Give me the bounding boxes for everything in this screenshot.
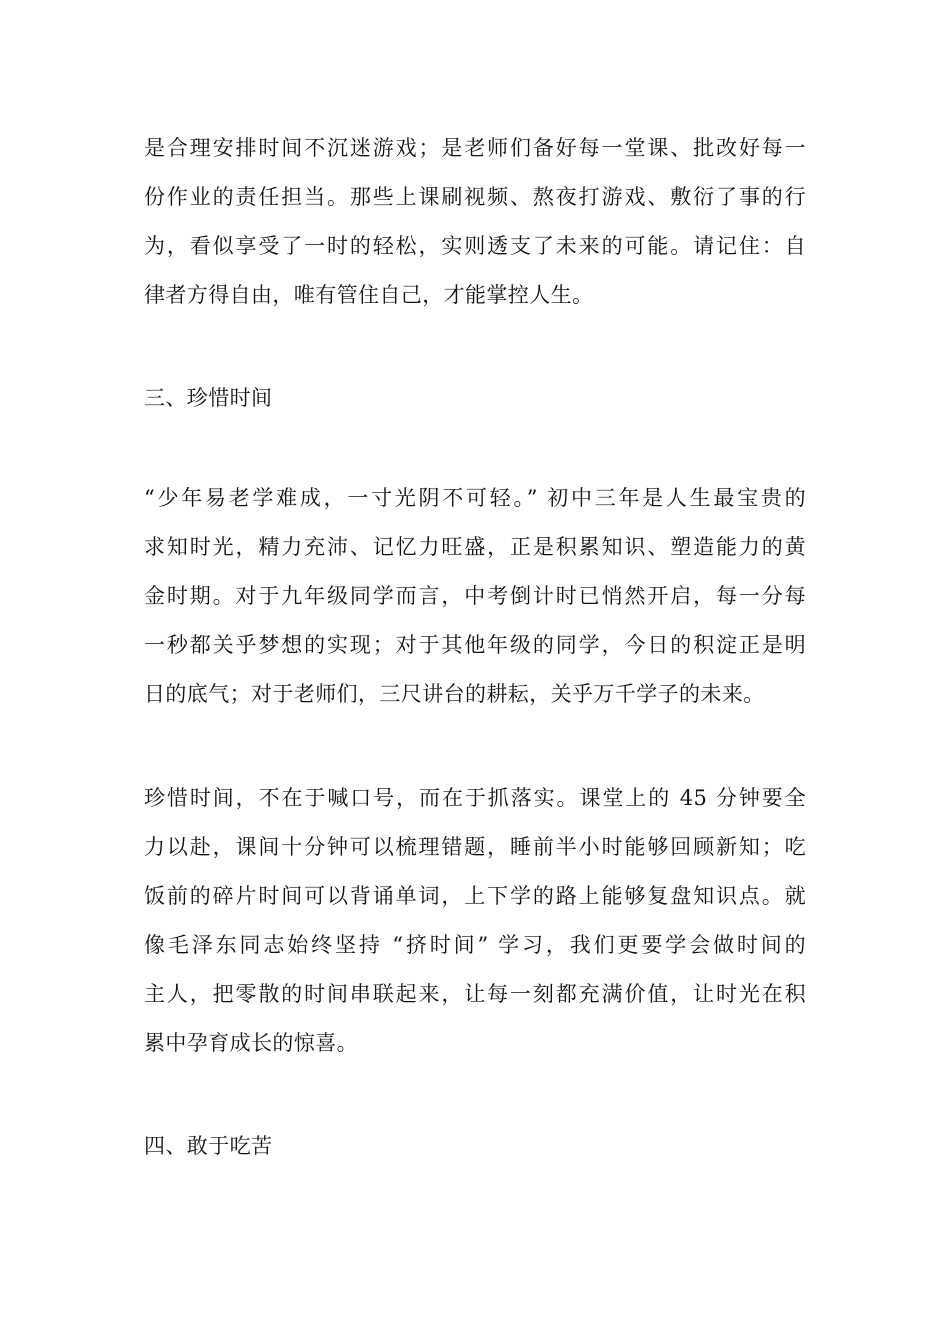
text-line: 日的底气；对于老师们，三尺讲台的耕耘，关乎万千学子的未来。 — [144, 682, 765, 706]
section-heading-4: 四、敢于吃苦 — [144, 1134, 273, 1158]
paragraph-time-practice — [144, 774, 806, 1068]
text-line: 求知时光，精力充沛、记忆力旺盛，正是积累知识、塑造能力的黄 — [144, 535, 806, 559]
text-line: 珍惜时间，不在于喊口号，而在于抓落实。课堂上的 45 分钟要全 — [144, 786, 806, 810]
text-line: 律者方得自由，唯有管住自己，才能掌控人生。 — [144, 283, 594, 307]
text-line: 一秒都关乎梦想的实现；对于其他年级的同学，今日的积淀正是明 — [144, 633, 806, 657]
text-line: 份作业的责任担当。那些上课刷视频、熬夜打游戏、敷衍了事的行 — [144, 185, 806, 209]
text-line: 是合理安排时间不沉迷游戏；是老师们备好每一堂课、批改好每一 — [144, 136, 806, 160]
text-line: 饭前的碎片时间可以背诵单词，上下学的路上能够复盘知识点。就 — [144, 884, 806, 908]
text-line: 主人，把零散的时间串联起来，让每一刻都充满价值，让时光在积 — [144, 982, 806, 1006]
text-line: 力以赴，课间十分钟可以梳理错题，睡前半小时能够回顾新知；吃 — [144, 835, 806, 859]
section-heading-3: 三、珍惜时间 — [144, 386, 273, 410]
text-line: 为，看似享受了一时的轻松，实则透支了未来的可能。请记住：自 — [144, 234, 806, 258]
document-page — [144, 0, 806, 1344]
text-line: “少年易老学难成，一寸光阴不可轻。” 初中三年是人生最宝贵的 — [144, 486, 806, 510]
text-line: 像毛泽东同志始终坚持 “挤时间” 学习，我们更要学会做时间的 — [144, 933, 806, 957]
text-line: 累中孕育成长的惊喜。 — [144, 1031, 358, 1055]
paragraph-self-discipline-end — [144, 124, 806, 320]
paragraph-cherish-time — [144, 474, 806, 719]
text-line: 金时期。对于九年级同学而言，中考倒计时已悄然开启，每一分每 — [144, 584, 806, 608]
